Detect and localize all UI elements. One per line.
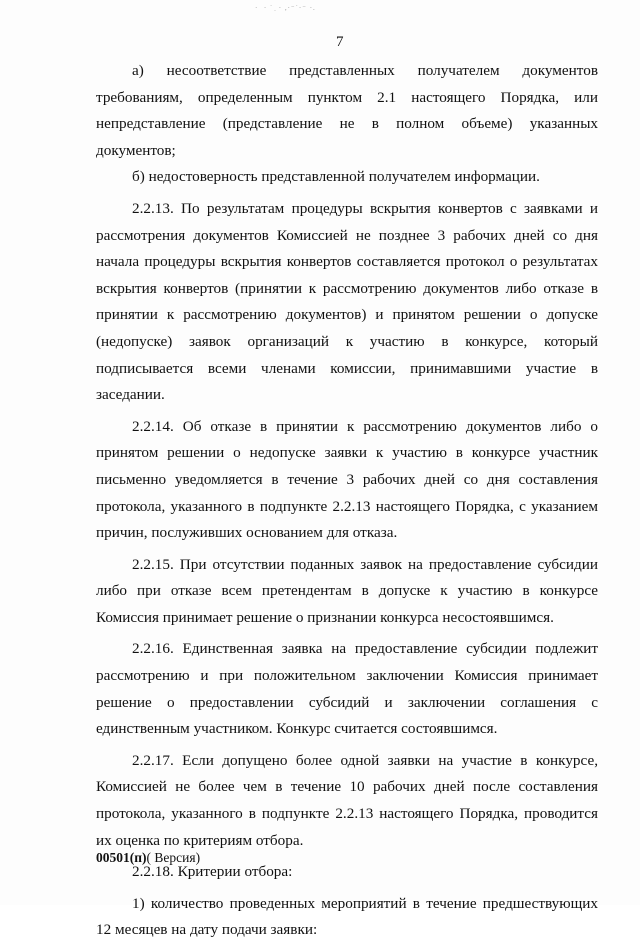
paragraph-2-2-18: 2.2.18. Критерии отбора: — [132, 863, 293, 881]
document-code: 00501(п) — [96, 850, 147, 865]
document-version: ( Версия) — [146, 850, 201, 865]
document-body — [96, 58, 598, 944]
page-number: 7 — [336, 34, 344, 50]
paragraph-2-2-16: 2.2.16. Единственная заявка на предоставление субсидии подлежит рассмотрению и при положительном заключении Комиссия принимает решение о предоставлении субсидий и заключении соглашения с единственным участником. Конкурс считается состоявшимся. — [96, 640, 598, 738]
paragraph-criterion-1: 1) количество проведенных мероприятий в течение предшествующих 12 месяцев на дату подачи заявки: — [96, 894, 598, 939]
paragraph-2-2-14: 2.2.14. Об отказе в принятии к рассмотрению документов либо о принятом решении о недопуске заявки к участию в конкурсе участник письменно уведомляется в течение 3 рабочих дней со дня составления протокола, указанного в подпункте 2.2.13 настоящего Порядка, с указанием причин, послуживших основанием для отказа. — [96, 417, 598, 542]
paragraph-2-2-17: 2.2.17. Если допущено более одной заявки на участие в конкурсе, Комиссией не более чем в течение 10 рабочих дней после составления протокола, указанного в подпункте 2.2.13 настоящего Порядка, проводится их оценка по критериям отбора. — [96, 751, 598, 849]
paragraph-2-2-15: 2.2.15. При отсутствии поданных заявок на предоставление субсидии либо при отказе всем претендентам в допуске к участию в конкурсе Комиссия принимает решение о признании конкурса несостоявшимся. — [96, 555, 598, 626]
paragraph-a: а) несоответствие представленных получателем документов требованиям, определенным пунктом 2.1 настоящего Порядка, или непредставление (представление не в полном объеме) указанных документов; — [96, 62, 598, 159]
document-footer — [96, 850, 200, 866]
paragraph-2-2-13: 2.2.13. По результатам процедуры вскрытия конвертов с заявками и рассмотрения документов Комиссией не позднее 3 рабочих дней со дня начала процедуры вскрытия конвертов составляется протокол о результатах вскрытия конвертов (принятии к рассмотрению документов либо отказе в принятии к рассмотрению документов) и принятом решении о допуске (недопуске) заявок организаций к участию в конкурсе, который подписывается всеми членами комиссии, принимавшими участие в заседании. — [96, 199, 598, 404]
scan-artifact: · · ˙ ̣ · ,·⁻˙·⁻ ·. — [255, 4, 316, 12]
paragraph-b: б) недостоверность представленной получателем информации. — [132, 168, 540, 186]
